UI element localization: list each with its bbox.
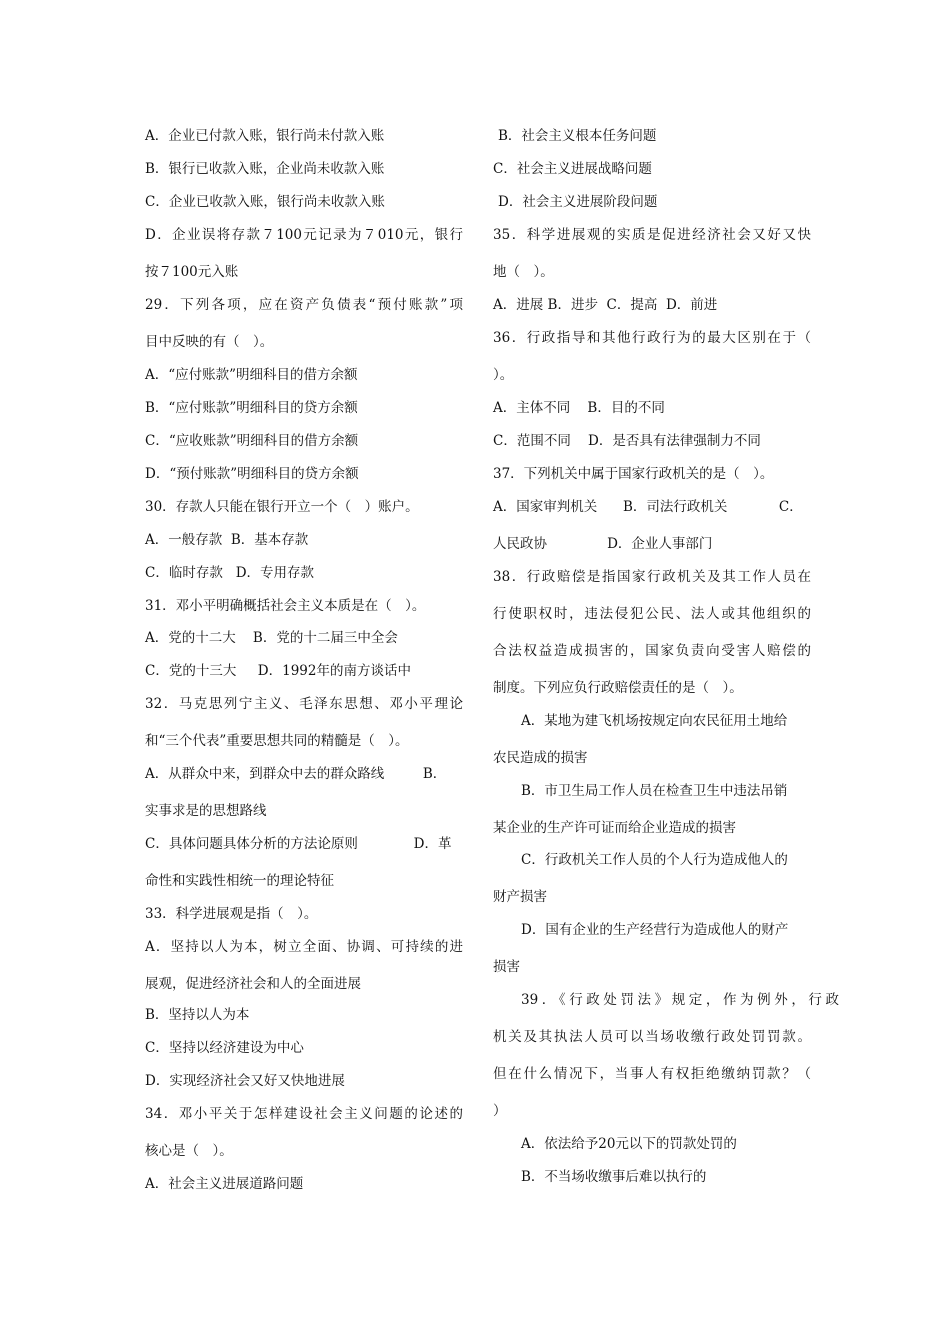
text-line: 37．下列机关中属于国家行政机关的是（ ）。: [493, 466, 774, 482]
text-line: C．企业已收款入账，银行尚未收款入账: [145, 194, 385, 210]
text-line: A．依法给予20元以下的罚款处罚的: [521, 1136, 737, 1152]
text-line: 和“三个代表”重要思想共同的精髓是（ ）。: [145, 733, 409, 749]
text-line: A．企业已付款入账，银行尚未付款入账: [145, 128, 385, 144]
text-line: 损害: [493, 959, 520, 975]
text-line: 人民政协 D．企业人事部门: [493, 536, 713, 552]
text-line: C．社会主义进展战略问题: [493, 161, 652, 177]
text-line: 36．行政指导和其他行政行为的最大区别在于（: [493, 330, 811, 346]
text-line: A．从群众中来，到群众中去的群众路线 B．: [145, 766, 447, 782]
text-line: B．社会主义根本任务问题: [498, 128, 657, 144]
text-line: 财产损害: [493, 889, 547, 905]
text-line: 某企业的生产许可证而给企业造成的损害: [493, 820, 736, 836]
text-line: 38．行政赔偿是指国家行政机关及其工作人员在: [493, 569, 811, 585]
text-line: 展观，促进经济社会和人的全面进展: [145, 976, 361, 992]
text-line: C．党的十三大 D．1992年的南方谈话中: [145, 663, 411, 679]
text-line: D．社会主义进展阶段问题: [498, 194, 658, 210]
text-line: D．实现经济社会又好又快地进展: [145, 1073, 345, 1089]
text-line: 合法权益造成损害的，国家负责向受害人赔偿的: [493, 643, 811, 659]
text-line: D．企业误将存款７100元记录为７010元，银行: [145, 227, 463, 243]
text-line: ）: [493, 1103, 507, 1119]
text-line: C．具体问题具体分析的方法论原则 D．革: [145, 836, 452, 852]
text-line: C．范围不同 D．是否具有法律强制力不同: [493, 433, 761, 449]
text-line: 31．邓小平明确概括社会主义本质是在（ ）。: [145, 598, 426, 614]
text-line: 34．邓小平关于怎样建设社会主义问题的论述的: [145, 1106, 463, 1122]
text-line: 行使职权时，违法侵犯公民、法人或其他组织的: [493, 606, 811, 622]
text-line: A．坚持以人为本，树立全面、协调、可持续的进: [145, 939, 463, 955]
text-line: A．“应付账款”明细科目的借方余额: [145, 367, 358, 383]
text-line: 实事求是的思想路线: [145, 803, 267, 819]
text-line: 农民造成的损害: [493, 750, 588, 766]
text-line: 按７100元入账: [145, 264, 239, 280]
text-line: B．银行已收款入账，企业尚未收款入账: [145, 161, 385, 177]
text-line: D．“预付账款”明细科目的贷方余额: [145, 466, 359, 482]
text-line: A．社会主义进展道路问题: [145, 1176, 304, 1192]
text-line: 核心是（ ）。: [145, 1143, 233, 1159]
text-line: C．临时存款 D．专用存款: [145, 565, 315, 581]
text-line: A．一般存款 B．基本存款: [145, 532, 309, 548]
text-line: D．国有企业的生产经营行为造成他人的财产: [521, 922, 789, 938]
text-line: A．主体不同 B．目的不同: [493, 400, 665, 416]
text-line: C．“应收账款”明细科目的借方余额: [145, 433, 359, 449]
text-line: 地（ ）。: [493, 264, 554, 280]
text-line: 32．马克思列宁主义、毛泽东思想、邓小平理论: [145, 696, 463, 712]
text-line: B．市卫生局工作人员在检查卫生中违法吊销: [521, 783, 788, 799]
text-line: A．某地为建飞机场按规定向农民征用土地给: [521, 713, 788, 729]
text-line: A．进展 B．进步 C．提高 D．前进: [493, 297, 718, 313]
text-line: 但在什么情况下，当事人有权拒绝缴纳罚款？（: [493, 1066, 811, 1082]
text-line: 30．存款人只能在银行开立一个（ ）账户。: [145, 499, 419, 515]
text-line: C．行政机关工作人员的个人行为造成他人的: [521, 852, 788, 868]
text-line: B．不当场收缴事后难以执行的: [521, 1169, 707, 1185]
text-line: 机关及其执法人员可以当场收缴行政处罚罚款。: [493, 1029, 811, 1045]
text-line: 33．科学进展观是指（ ）。: [145, 906, 318, 922]
text-line: 命性和实践性相统一的理论特征: [145, 873, 334, 889]
text-line: B．“应付账款”明细科目的贷方余额: [145, 400, 358, 416]
text-line: A．国家审判机关 B．司法行政机关 C．: [493, 499, 803, 515]
text-line: ）。: [493, 367, 514, 383]
text-line: 35．科学进展观的实质是促进经济社会又好又快: [493, 227, 811, 243]
text-line: B．坚持以人为本: [145, 1007, 250, 1023]
text-line: C．坚持以经济建设为中心: [145, 1040, 304, 1056]
text-line: 39．《行政处罚法》规定，作为例外，行政: [521, 992, 839, 1008]
text-line: 制度。下列应负行政赔偿责任的是（ ）。: [493, 680, 743, 696]
text-line: A．党的十二大 B．党的十二届三中全会: [145, 630, 398, 646]
text-line: 29．下列各项，应在资产负债表“预付账款”项: [145, 297, 463, 313]
text-line: 目中反映的有（ ）。: [145, 334, 274, 350]
